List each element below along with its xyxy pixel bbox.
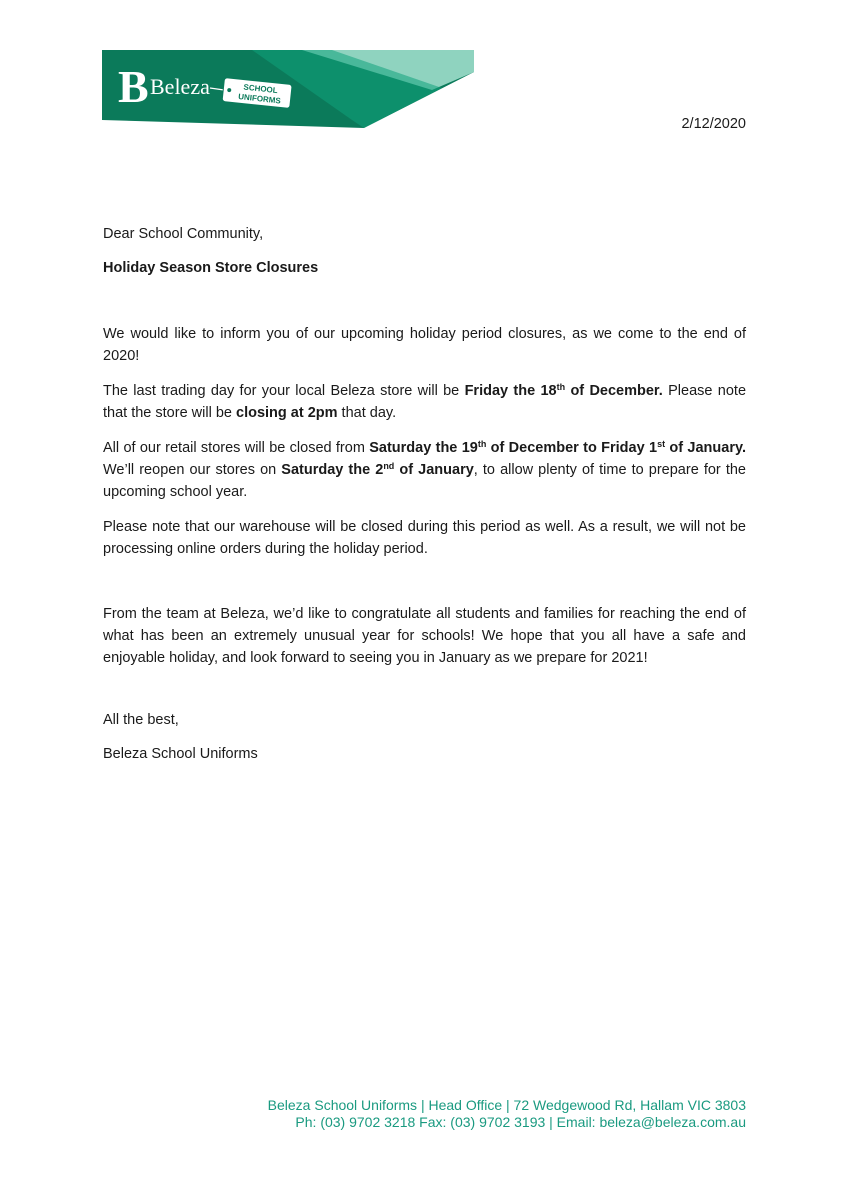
logo-tag-line1: SCHOOL <box>243 82 279 96</box>
letter-body <box>103 223 746 765</box>
logo-letter-b: B <box>118 61 149 112</box>
footer-contact <box>268 1097 746 1131</box>
paragraph-last-trading-day: The last trading day for your local Beleza store will be Friday the 18th of December. Please note that the store will be closing at 2pm that day. <box>103 382 747 421</box>
footer-phone-email: Ph: (03) 9702 3218 Fax: (03) 9702 3193 | Email: beleza@beleza.com.au <box>295 1114 746 1130</box>
subject-heading: Holiday Season Store Closures <box>103 260 319 276</box>
letter-date: 2/12/2020 <box>681 116 746 132</box>
signature: Beleza School Uniforms <box>103 746 258 762</box>
closing-line: All the best, <box>103 712 179 728</box>
paragraph-warehouse: Please note that our warehouse will be closed during this period as well. As a result, we will not be processing online orders during the holiday period. <box>103 519 746 557</box>
paragraph-closure-dates: All of our retail stores will be closed from Saturday the 19th of December to Friday 1st of January. We’ll reopen our stores on Saturday the 2nd of January, to allow plenty of time to prepare for the upcoming school year. <box>103 439 746 500</box>
footer-address: Beleza School Uniforms | Head Office | 72 Wedgewood Rd, Hallam VIC 3803 <box>267 1097 746 1113</box>
logo-tag-line2: UNIFORMS <box>237 92 282 106</box>
salutation: Dear School Community, <box>103 226 264 242</box>
paragraph-congratulations: From the team at Beleza, we’d like to congratulate all students and families for reaching the end of what has been an extremely unusual year for schools! We hope that you all have a safe and enjoyable holiday, and look forward to seeing you in January as we prepare for 2021! <box>103 606 746 666</box>
paragraph-intro: We would like to inform you of our upcoming holiday period closures, as we come to the end of 2020! <box>103 326 746 364</box>
beleza-logo <box>102 50 474 130</box>
logo-brand-text: Beleza <box>150 74 210 99</box>
